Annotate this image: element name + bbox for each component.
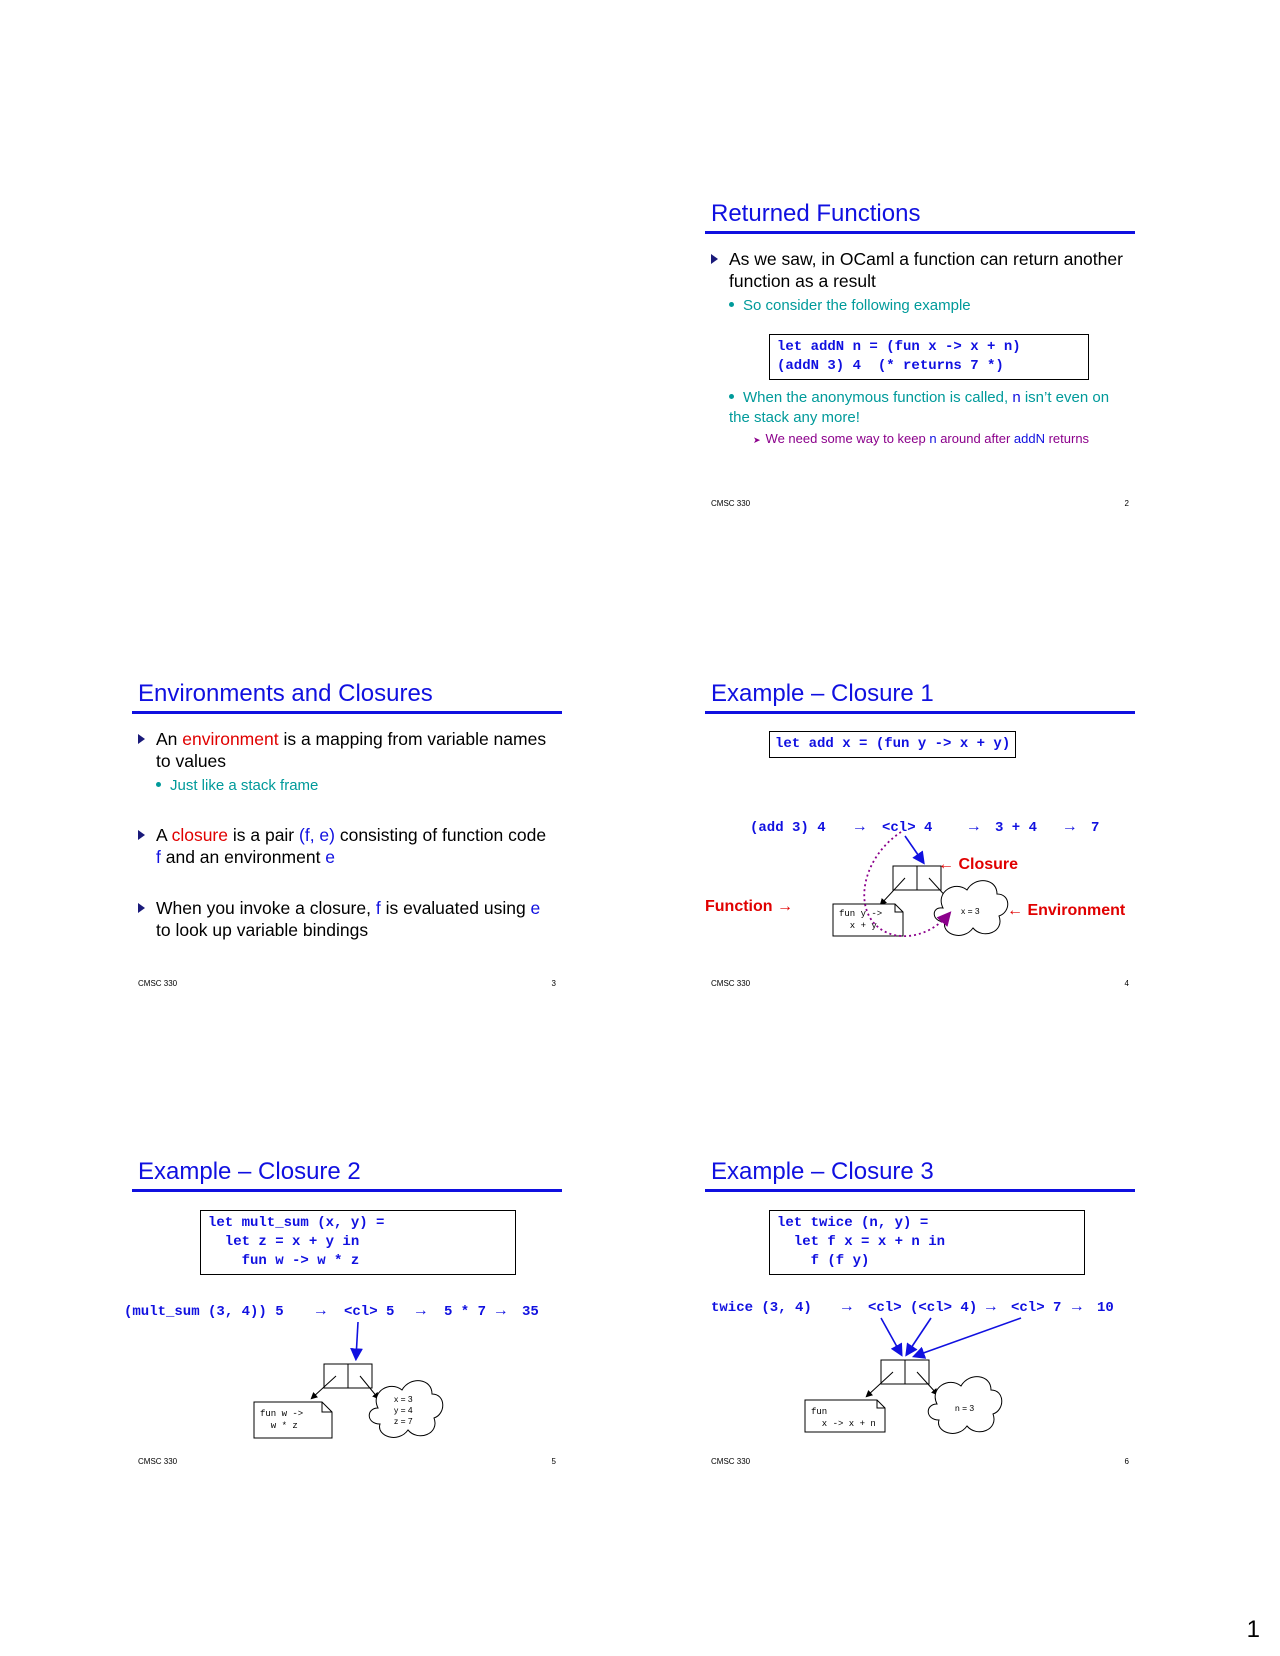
footer-slide-number: 5 [551, 1457, 556, 1466]
dot-bullet-icon [729, 302, 734, 307]
sub-bullet [156, 776, 318, 796]
sub-bullet-text: isn’t even on the stack any more! [729, 389, 1110, 426]
slide-title: Example – Closure 2 [138, 1158, 361, 1185]
pointer-arrow [915, 1318, 1021, 1356]
slide-2-returned-functions [705, 200, 1135, 530]
code-line: let f x = x + n in [777, 1234, 946, 1250]
eval-step: 7 [1091, 820, 1100, 836]
eval-step: (add 3) 4 [750, 820, 826, 836]
footer-course: CMSC 330 [711, 1457, 751, 1466]
code-line: let add x = (fun y -> x + y) [775, 736, 1011, 752]
fn-code-line: fun y -> [839, 909, 883, 919]
footer-course: CMSC 330 [711, 499, 751, 508]
eval-arrow: → [1072, 1298, 1082, 1316]
closure-diagram [705, 680, 1135, 1010]
slide-4-closure-1 [705, 680, 1135, 1010]
env-binding: x = 3 [961, 906, 980, 916]
slide-title: Returned Functions [711, 200, 921, 227]
sub-bullet [729, 388, 1129, 428]
fn-code-line: fun w -> [260, 1409, 304, 1419]
eval-step: <cl> 4 [882, 820, 933, 836]
code-line: let mult_sum (x, y) = [208, 1215, 385, 1231]
fn-code-line: fun [811, 1407, 828, 1417]
sub-bullet [729, 296, 971, 316]
title-rule [705, 231, 1135, 234]
code-line: let twice (n, y) = [777, 1215, 929, 1231]
code-line: let z = x + y in [208, 1234, 360, 1250]
footer-course: CMSC 330 [711, 979, 751, 988]
eval-step: twice (3, 4) [711, 1300, 812, 1316]
pointer-arrow [881, 1318, 901, 1354]
footer-course: CMSC 330 [138, 979, 178, 988]
triangle-bullet-icon [138, 903, 145, 913]
sub-bullet-text: So consider the following example [743, 297, 971, 314]
sub-sub-bullet-text: around after [936, 431, 1014, 446]
eval-arrow: → [855, 818, 865, 836]
eval-arrow: → [986, 1298, 996, 1316]
eval-arrow: → [316, 1302, 326, 1320]
eval-step: 35 [522, 1304, 539, 1320]
env-binding: x = 3 [394, 1394, 413, 1404]
fn-code-line: w * z [260, 1421, 298, 1431]
bullet [138, 897, 553, 941]
bullet-text: A closure is a pair (f, e) consisting of function code f and an environment e [156, 825, 547, 867]
footer-course: CMSC 330 [138, 1457, 178, 1466]
fn-code-line: x -> x + n [811, 1419, 876, 1429]
function-code-box [254, 1402, 332, 1438]
sub-sub-bullet-text: returns [1044, 431, 1090, 446]
environment-label: ← Environment [1007, 902, 1126, 919]
sub-sub-bullet [753, 431, 1089, 446]
dot-bullet-icon [156, 782, 161, 787]
closure-label: ← Closure [938, 856, 1019, 873]
page-number: 1 [1246, 1616, 1260, 1643]
bullet [138, 824, 553, 868]
eval-step: <cl> 7 [1011, 1300, 1062, 1316]
code-line: fun w -> w * z [208, 1253, 360, 1269]
env-binding: y = 4 [394, 1405, 413, 1415]
code-line: let addN n = (fun x -> x + n) [777, 339, 1021, 355]
code-block [769, 334, 1089, 380]
bullet [138, 728, 553, 772]
sub-bullet-text: Just like a stack frame [170, 777, 319, 794]
sub-sub-bullet-text: We need some way to keep [765, 431, 930, 446]
fn-code-line: x + y [839, 921, 877, 931]
slide-6-closure-3 [705, 1158, 1135, 1488]
eval-arrow: → [842, 1298, 852, 1316]
closure-diagram [132, 1158, 562, 1488]
slide-title: Example – Closure 3 [711, 1158, 934, 1185]
slide-title: Example – Closure 1 [711, 680, 934, 707]
code-line: (addN 3) 4 (* returns 7 *) [777, 358, 1004, 374]
footer-slide-number: 4 [1124, 979, 1129, 988]
function-label: Function → [705, 898, 793, 915]
eval-step: 10 [1097, 1300, 1114, 1316]
env-binding: z = 7 [394, 1416, 413, 1426]
dot-bullet-icon [729, 394, 734, 399]
triangle-bullet-icon [711, 254, 718, 264]
arrow-bullet-icon: ➤ [753, 435, 761, 445]
slide-5-closure-2 [124, 1158, 562, 1488]
eval-step: 5 * 7 [444, 1304, 487, 1320]
slide-3-environments-closures [132, 680, 562, 1010]
slide-title: Environments and Closures [138, 680, 433, 707]
title-rule [132, 711, 562, 714]
pointer-arrow [907, 1318, 931, 1354]
eval-step: <cl> 5 [344, 1304, 395, 1320]
sub-bullet-text: When the anonymous function is called, [743, 389, 1013, 406]
footer-slide-number: 6 [1124, 1457, 1129, 1466]
eval-step: 3 + 4 [995, 820, 1038, 836]
code-line: f (f y) [777, 1253, 870, 1269]
eval-arrow: → [496, 1302, 506, 1320]
var-addN: addN [1013, 431, 1045, 446]
eval-arrow: → [1065, 818, 1075, 836]
footer-slide-number: 3 [551, 979, 556, 988]
pointer-arrow [356, 1322, 358, 1358]
var-n: n [929, 431, 937, 446]
triangle-bullet-icon [138, 830, 145, 840]
triangle-bullet-icon [138, 734, 145, 744]
footer-slide-number: 2 [1124, 499, 1129, 508]
eval-step: (mult_sum (3, 4)) 5 [124, 1304, 284, 1320]
bullet-text: When you invoke a closure, f is evaluated using e to look up variable bindings [156, 898, 541, 940]
eval-arrow: → [416, 1302, 426, 1320]
eval-step: <cl> (<cl> 4) [868, 1300, 978, 1316]
bullet-text: An environment is a mapping from variable names to values [156, 729, 547, 771]
closure-diagram [705, 1158, 1135, 1488]
eval-arrow: → [969, 818, 979, 836]
bullet [711, 248, 1126, 292]
env-binding: n = 3 [955, 1403, 975, 1413]
var-n: n [1012, 389, 1021, 406]
bullet-text: As we saw, in OCaml a function can return another function as a result [729, 249, 1123, 291]
pointer-arrow [905, 836, 923, 862]
